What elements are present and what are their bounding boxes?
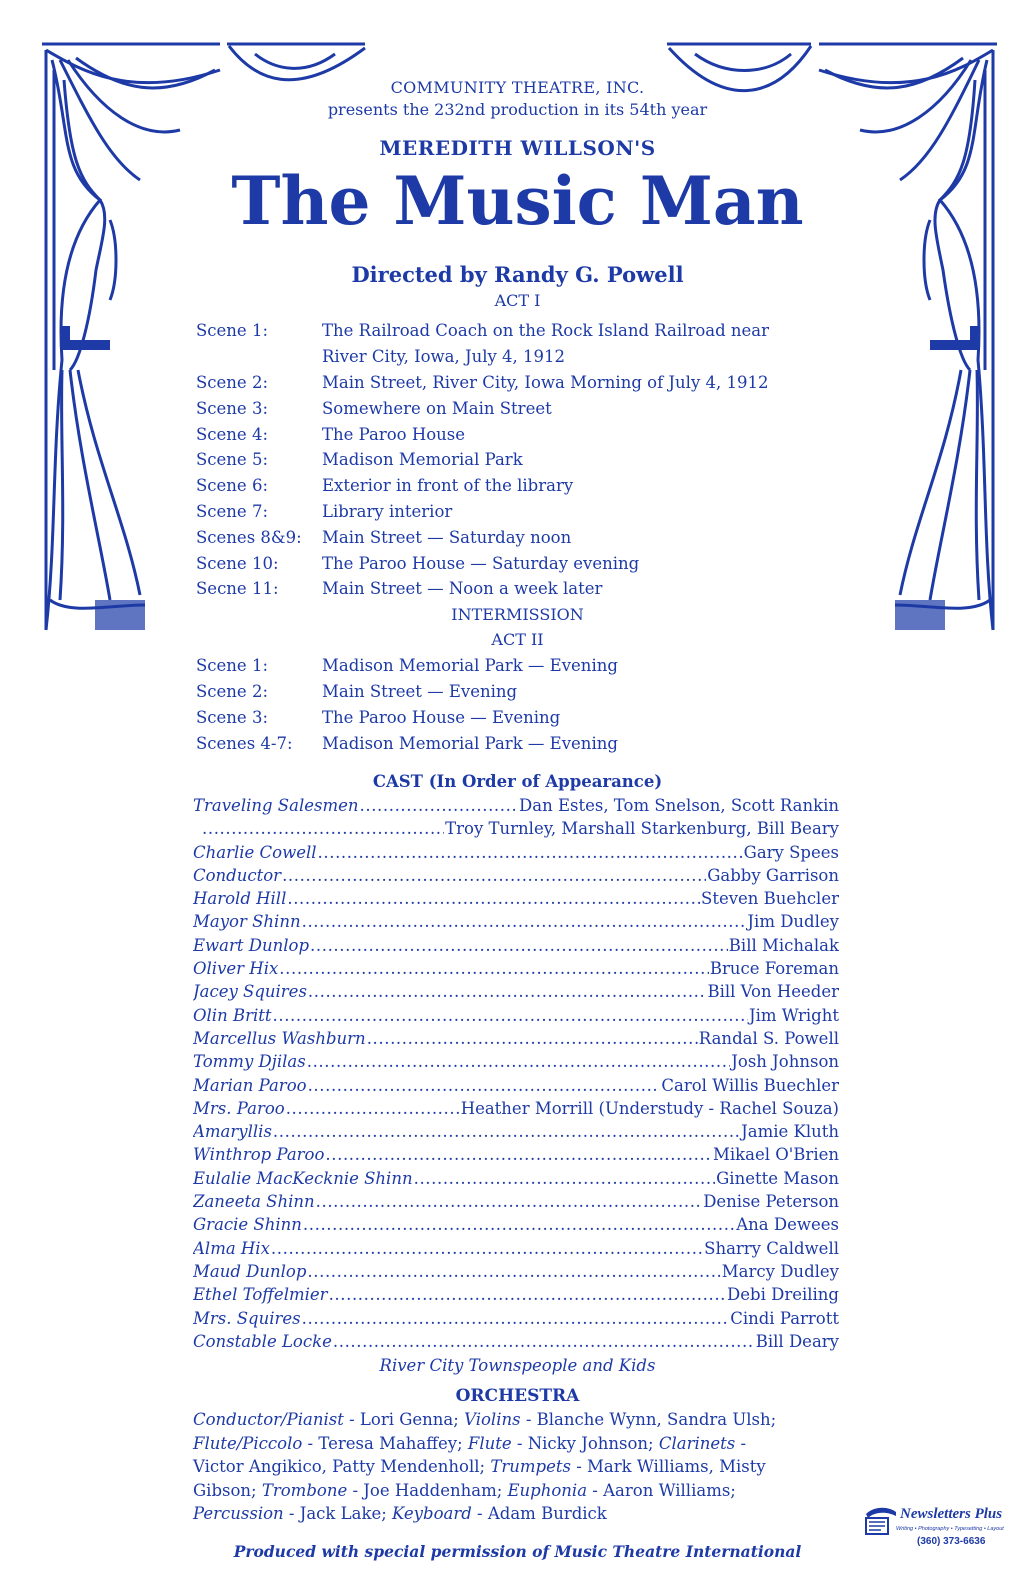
cast-actor: Ginette Mason: [716, 1168, 839, 1188]
leader-dots: [316, 1192, 703, 1211]
intermission-label: INTERMISSION: [451, 605, 584, 624]
cast-row: [193, 843, 839, 866]
musician-text: -: [735, 1433, 747, 1453]
cast-role: Jacey Squires: [193, 982, 307, 1002]
leader-dots: [273, 1006, 748, 1025]
cast-row: [193, 1192, 839, 1215]
logo-name: Newsletters Plus: [900, 1506, 1003, 1522]
musician-text: Gibson;: [193, 1480, 262, 1500]
leader-dots: [273, 1122, 740, 1141]
printer-logo: [862, 1502, 1035, 1552]
cast-actor: Ana Dewees: [736, 1215, 839, 1235]
cast-row: [193, 912, 839, 935]
scene-description: The Railroad Coach on the Rock Island Railroad near: [322, 321, 770, 341]
leader-dots: [333, 1332, 755, 1351]
scene-row: [196, 318, 856, 344]
orchestra-line: [193, 1457, 853, 1481]
musician-text: - Teresa Mahaffey;: [302, 1433, 468, 1453]
scene-row: [196, 344, 856, 370]
musician-text: - Joe Haddenham;: [347, 1480, 508, 1500]
cast-row: [193, 959, 839, 982]
scene-row: [196, 447, 856, 473]
scene-number: Scene 1:: [196, 321, 269, 341]
cast-actor: Bill Deary: [755, 1331, 839, 1351]
cast-role: Traveling Salesmen: [193, 796, 359, 815]
scene-description: Somewhere on Main Street: [322, 398, 552, 418]
orchestra-line: [193, 1410, 853, 1434]
cast-role: Ethel Toffelmier: [193, 1285, 328, 1305]
scene-row: [196, 653, 856, 679]
orchestra-line: [193, 1481, 853, 1505]
scene-description: Madison Memorial Park — Evening: [322, 656, 618, 676]
cast-actor: Heather Morrill (Understudy - Rachel Souza): [460, 1098, 839, 1118]
scene-row: [196, 524, 856, 550]
leader-dots: [318, 843, 743, 862]
cast-actor: Carol Willis Buechler: [661, 1075, 839, 1095]
cast-actor: Jim Wright: [749, 1005, 839, 1025]
leader-dots: [360, 796, 519, 815]
cast-actor: Dan Estes, Tom Snelson, Scott Rankin: [519, 796, 839, 815]
scene-row: [196, 679, 856, 705]
cast-row: [193, 1029, 839, 1052]
cast-role: Harold Hill: [193, 889, 287, 909]
cast-row: [193, 1122, 839, 1145]
leader-dots: [303, 1215, 735, 1234]
cast-role: Marian Paroo: [193, 1075, 307, 1095]
cast-role: Constable Locke: [193, 1331, 332, 1351]
director-credit: Directed by Randy G. Powell: [351, 262, 684, 287]
instrument: Trombone: [261, 1480, 348, 1500]
cast-row: [193, 982, 839, 1005]
scene-description: Madison Memorial Park — Evening: [322, 733, 618, 753]
author-credit: MEREDITH WILLSON'S: [379, 136, 656, 160]
scene-row: [196, 499, 856, 525]
scene-description: Main Street — Evening: [322, 682, 518, 702]
scene-description: Library interior: [322, 501, 453, 521]
leader-dots: [414, 1169, 716, 1188]
cast-actor: Jamie Kluth: [741, 1122, 839, 1142]
cast-actor: Debi Dreiling: [727, 1285, 839, 1305]
scene-row: [196, 550, 856, 576]
cast-role: Mrs. Paroo: [193, 1098, 285, 1118]
scene-number: Scene 4:: [196, 424, 269, 444]
musician-text: - Blanche Wynn, Sandra Ulsh;: [520, 1410, 777, 1429]
musician-text: - Lori Genna;: [343, 1410, 465, 1429]
cast-role: Zaneeta Shinn: [193, 1192, 315, 1212]
instrument: Keyboard: [392, 1504, 472, 1524]
instrument: Percussion: [193, 1504, 284, 1524]
production-note: presents the 232nd production in its 54th year: [327, 100, 708, 119]
cast-actor: Gabby Garrison: [707, 865, 839, 885]
logo-phone: (360) 373-6636: [917, 1536, 986, 1547]
cast-list: [193, 796, 839, 1355]
cast-row: [193, 1099, 839, 1122]
scene-number: Scenes 4-7:: [196, 733, 293, 753]
cast-role: Olin Britt: [193, 1005, 272, 1025]
cast-actor: Bruce Foreman: [709, 959, 839, 979]
leader-dots: [302, 912, 747, 931]
cast-role: Amaryllis: [193, 1122, 272, 1142]
cast-role: Mayor Shinn: [193, 912, 301, 932]
cast-row: [193, 889, 839, 912]
musician-text: - Jack Lake;: [283, 1504, 393, 1524]
scene-row: [196, 473, 856, 499]
leader-dots: [287, 889, 700, 908]
cast-row: [193, 1052, 839, 1075]
act-2-scene-list: [196, 653, 856, 756]
cast-actor: Josh Johnson: [731, 1052, 839, 1072]
scene-number: Scene 2:: [196, 682, 269, 702]
cast-row: [193, 1145, 839, 1168]
scene-row: [196, 730, 856, 756]
townspeople-credit: River City Townspeople and Kids: [379, 1356, 656, 1375]
scene-description: Exterior in front of the library: [322, 476, 574, 496]
scene-number: Scene 10:: [196, 553, 279, 573]
cast-role: Winthrop Paroo: [193, 1145, 325, 1165]
cast-row: [193, 936, 839, 959]
leader-dots: [310, 936, 728, 955]
cast-actor: Bill Von Heeder: [707, 982, 839, 1002]
scene-description: The Paroo House: [322, 424, 466, 444]
scene-description: The Paroo House — Evening: [322, 707, 561, 727]
leader-dots: [307, 1052, 731, 1071]
musician-text: - Nicky Johnson;: [511, 1433, 659, 1453]
instrument: Conductor/Pianist: [193, 1410, 344, 1429]
cast-row: [193, 1309, 839, 1332]
show-title: The Music Man: [231, 162, 804, 240]
cast-role: Alma Hix: [193, 1238, 270, 1258]
cast-role: Mrs. Squires: [193, 1308, 301, 1328]
cast-actor: Jim Dudley: [747, 912, 839, 932]
scene-number: Scene 3:: [196, 398, 269, 418]
cast-actor: Troy Turnley, Marshall Starkenburg, Bill Beary: [445, 819, 839, 839]
cast-role: Maud Dunlop: [193, 1261, 307, 1281]
act-2-label: ACT II: [491, 630, 544, 649]
scene-number: Secne 11:: [196, 579, 279, 599]
scene-description: River City, Iowa, July 4, 1912: [322, 347, 566, 367]
leader-dots: [279, 959, 709, 978]
cast-row: [193, 1239, 839, 1262]
act-1-label: ACT I: [494, 291, 541, 310]
cast-role: Eulalie MacKecknie Shinn: [193, 1168, 413, 1188]
cast-row: [193, 1215, 839, 1238]
scene-row: [196, 370, 856, 396]
permission-note: Produced with special permission of Music Theatre International: [233, 1542, 802, 1561]
scene-number: Scene 3:: [196, 707, 269, 727]
scene-row: [196, 705, 856, 731]
cast-actor: Cindi Parrott: [730, 1308, 839, 1328]
cast-row: [193, 1076, 839, 1099]
cast-actor: Mikael O'Brien: [712, 1145, 839, 1165]
cast-heading: CAST (In Order of Appearance): [372, 772, 663, 791]
cast-role: Ewart Dunlop: [193, 935, 310, 955]
leader-dots: [329, 1285, 726, 1304]
newsletter-icon: [862, 1506, 898, 1536]
musician-text: Victor Angikico, Patty Mendenholl;: [193, 1457, 491, 1477]
leader-dots: [202, 819, 444, 838]
instrument: Flute: [467, 1433, 512, 1453]
cast-role: Gracie Shinn: [193, 1215, 302, 1235]
orchestra-credits: [193, 1410, 853, 1528]
leader-dots: [286, 1099, 460, 1118]
cast-actor: Gary Spees: [743, 842, 839, 862]
cast-row: [193, 796, 839, 819]
instrument: Trumpets: [490, 1457, 571, 1477]
cast-role: Charlie Cowell: [193, 842, 317, 862]
instrument: Violins: [464, 1410, 521, 1429]
leader-dots: [325, 1145, 712, 1164]
instrument: Euphonia: [507, 1480, 588, 1500]
cast-row: [193, 819, 839, 842]
scene-number: Scene 5:: [196, 450, 269, 470]
cast-row: [193, 1285, 839, 1308]
instrument: Flute/Piccolo: [193, 1433, 303, 1453]
cast-row: [193, 1169, 839, 1192]
cast-actor: Bill Michalak: [728, 935, 839, 955]
cast-row: [193, 1006, 839, 1029]
cast-actor: Randal S. Powell: [698, 1028, 839, 1048]
cast-role: Conductor: [193, 865, 282, 885]
leader-dots: [282, 866, 706, 885]
scene-row: [196, 421, 856, 447]
musician-text: - Aaron Williams;: [587, 1480, 736, 1500]
cast-actor: Denise Peterson: [703, 1192, 839, 1212]
scene-row: [196, 576, 856, 602]
leader-dots: [367, 1029, 698, 1048]
scene-description: Main Street, River City, Iowa Morning of July 4, 1912: [322, 372, 769, 392]
orchestra-line: [193, 1504, 853, 1528]
scene-description: The Paroo House — Saturday evening: [322, 553, 640, 573]
orchestra-line: [193, 1434, 853, 1458]
orchestra-heading: ORCHESTRA: [455, 1386, 580, 1406]
cast-row: [193, 1332, 839, 1355]
cast-role: Marcellus Washburn: [193, 1028, 366, 1048]
cast-row: [193, 1262, 839, 1285]
leader-dots: [302, 1309, 730, 1328]
company-name: COMMUNITY THEATRE, INC.: [390, 78, 645, 97]
scene-description: Main Street — Noon a week later: [322, 579, 603, 599]
cast-actor: Sharry Caldwell: [704, 1238, 839, 1258]
leader-dots: [308, 1076, 661, 1095]
scene-description: Madison Memorial Park: [322, 450, 523, 470]
scene-number: Scenes 8&9:: [196, 527, 302, 547]
cast-actor: Steven Buehcler: [701, 889, 839, 909]
scene-number: Scene 6:: [196, 476, 269, 496]
musician-text: - Mark Williams, Misty: [570, 1457, 766, 1477]
cast-actor: Marcy Dudley: [721, 1261, 839, 1281]
instrument: Clarinets: [658, 1433, 736, 1453]
leader-dots: [308, 982, 707, 1001]
leader-dots: [271, 1239, 703, 1258]
scene-description: Main Street — Saturday noon: [322, 527, 572, 547]
cast-role: Oliver Hix: [193, 959, 279, 979]
musician-text: - Adam Burdick: [471, 1504, 607, 1524]
scene-number: Scene 2:: [196, 372, 269, 392]
leader-dots: [307, 1262, 720, 1281]
cast-row: [193, 866, 839, 889]
scene-number: Scene 7:: [196, 501, 269, 521]
cast-role: Tommy Djilas: [193, 1052, 306, 1072]
logo-tagline: Writing • Photography • Typesetting • Layout: [896, 1526, 1004, 1532]
scene-number: Scene 1:: [196, 656, 269, 676]
act-1-scene-list: [196, 318, 856, 602]
scene-row: [196, 395, 856, 421]
